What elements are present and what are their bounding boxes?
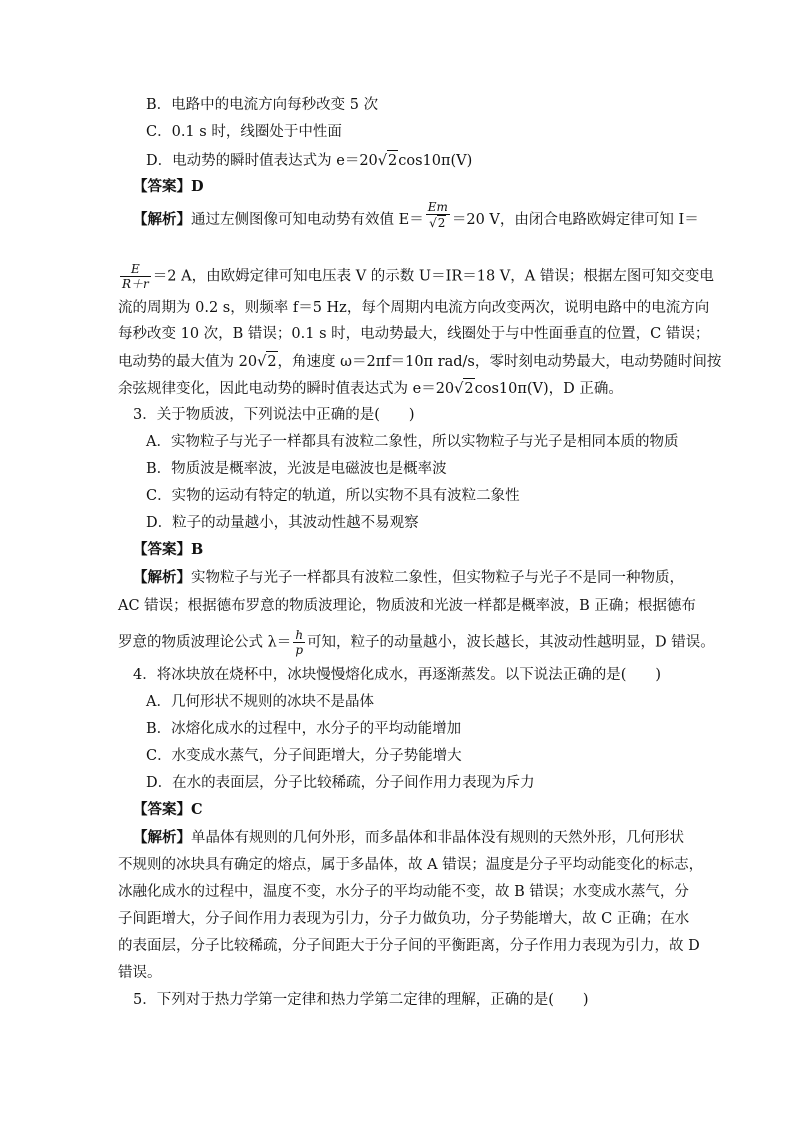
q4-option-d: D．在水的表面层，分子比较稀疏，分子间作用力表现为斥力 bbox=[146, 775, 535, 791]
text: 可知，粒子的动量越小，波长越长，其波动性越明显，D 错误。 bbox=[307, 634, 715, 651]
q5-stem: 5．下列对于热力学第一定律和热力学第二定律的理解，正确的是( ) bbox=[133, 992, 589, 1008]
q4-analysis-line-2: 不规则的冰块具有确定的熔点，属于多晶体，故 A 错误；温度是分子平均动能变化的标志， bbox=[118, 857, 704, 873]
numerator: h bbox=[295, 628, 304, 642]
text: ＝2 A，由欧姆定律可知电压表 V 的示数 U＝IR＝18 V，A 错误；根据左图可知交变电 bbox=[152, 268, 714, 285]
analysis-label: 【解析】 bbox=[133, 829, 191, 846]
q2-analysis-line-4: 每秒改变 10 次，B 错误；0.1 s 时，电动势最大，线圈处于与中性面垂直的位置，C 错误； bbox=[118, 326, 710, 342]
q2-option-d-text: D．电动势的瞬时值表达式为 e＝20 bbox=[146, 153, 378, 169]
q2-analysis-line-6 bbox=[118, 378, 623, 399]
q4-stem: 4．将冰块放在烧杯中，冰块慢慢熔化成水，再逐渐蒸发。以下说法正确的是( ) bbox=[133, 667, 662, 683]
q2-analysis-line-5 bbox=[118, 351, 721, 372]
q2-analysis-line-3: 流的周期为 0.2 s，则频率 f＝5 Hz，每个周期内电流方向改变两次，说明电路中的电流方向 bbox=[118, 300, 710, 316]
q4-analysis-line-3: 冰融化成水的过程中，温度不变，水分子的平均动能不变，故 B 错误；水变成水蒸气，分 bbox=[118, 884, 689, 900]
text: 通过左侧图像可知电动势有效值 E＝ bbox=[191, 212, 424, 228]
q2-option-d-suffix: cos10π(V) bbox=[398, 153, 473, 169]
q3-answer bbox=[133, 540, 203, 560]
q4-option-b: B．冰熔化成水的过程中，水分子的平均动能增加 bbox=[146, 721, 462, 737]
fraction bbox=[293, 628, 305, 657]
q3-stem: 3．关于物质波，下列说法中正确的是( ) bbox=[133, 407, 415, 423]
denominator: R＋r bbox=[122, 277, 149, 291]
radicand: 2 bbox=[387, 150, 398, 171]
radicand: 2 bbox=[266, 351, 277, 372]
q2-analysis-line-2 bbox=[118, 262, 714, 291]
text: ＝20 V，由闭合电路欧姆定律可知 I＝ bbox=[451, 212, 699, 228]
analysis-label: 【解析】 bbox=[133, 211, 191, 228]
q2-option-d bbox=[146, 150, 472, 171]
sqrt-symbol: √2 bbox=[257, 351, 277, 372]
text: 罗意的物质波理论公式 λ＝ bbox=[118, 634, 292, 651]
q4-option-c: C．水变成水蒸气，分子间距增大，分子势能增大 bbox=[146, 748, 462, 764]
q4-option-a: A．几何形状不规则的冰块不是晶体 bbox=[146, 694, 374, 710]
text: 余弦规律变化，因此电动势的瞬时值表达式为 e＝20 bbox=[118, 381, 455, 397]
sqrt-symbol: √2 bbox=[454, 378, 474, 399]
radicand: 2 bbox=[463, 378, 474, 399]
q4-analysis-line-1 bbox=[133, 828, 684, 848]
text: ，角速度 ω＝2πf＝10π rad/s，零时刻电动势最大，电动势随时间按 bbox=[277, 354, 722, 370]
q4-analysis-line-4: 子间距增大，分子间作用力表现为引力，分子力做负功，分子势能增大，故 C 正确；在水 bbox=[118, 911, 690, 927]
sqrt-symbol: √2 bbox=[378, 150, 398, 171]
q3-option-c: C．实物的运动有特定的轨道，所以实物不具有波粒二象性 bbox=[146, 488, 520, 504]
q4-analysis-line-5: 的表面层，分子比较稀疏，分子间距大于分子间的平衡距离，分子作用力表现为引力，故 D bbox=[118, 938, 700, 954]
answer-label: 【答案】C bbox=[133, 801, 203, 818]
q4-analysis-line-6: 错误。 bbox=[118, 965, 162, 981]
numerator: E bbox=[120, 262, 151, 277]
q2-option-b: B．电路中的电流方向每秒改变 5 次 bbox=[146, 97, 379, 113]
text: 实物粒子与光子一样都具有波粒二象性，但实物粒子与光子不是同一种物质， bbox=[191, 570, 684, 586]
q2-analysis-line-1 bbox=[133, 200, 699, 230]
radicand: 2 bbox=[437, 216, 446, 230]
numerator: Em bbox=[427, 200, 448, 214]
q2-option-c: C．0.1 s 时，线圈处于中性面 bbox=[146, 124, 342, 140]
denominator: √2 bbox=[429, 216, 446, 230]
fraction bbox=[120, 262, 151, 291]
answer-label: 【答案】D bbox=[133, 178, 204, 195]
q3-option-a: A．实物粒子与光子一样都具有波粒二象性，所以实物粒子与光子是相同本质的物质 bbox=[146, 434, 679, 450]
q4-answer bbox=[133, 800, 203, 820]
denominator: p bbox=[295, 643, 304, 657]
q3-option-d: D．粒子的动量越小，其波动性越不易观察 bbox=[146, 515, 419, 531]
answer-label: 【答案】B bbox=[133, 541, 204, 558]
q3-option-b: B．物质波是概率波，光波是电磁波也是概率波 bbox=[146, 461, 447, 477]
q3-analysis-line-3 bbox=[118, 628, 715, 657]
fraction bbox=[426, 200, 450, 230]
analysis-label: 【解析】 bbox=[133, 569, 191, 586]
text: cos10π(V)，D 正确。 bbox=[474, 381, 623, 397]
q3-analysis-line-1 bbox=[133, 568, 684, 588]
text: 电动势的最大值为 20 bbox=[118, 354, 258, 370]
q3-analysis-line-2: AC 错误；根据德布罗意的物质波理论，物质波和光波一样都是概率波，B 正确；根据德布 bbox=[118, 598, 696, 614]
text: 单晶体有规则的几何外形，而多晶体和非晶体没有规则的天然外形，几何形状 bbox=[191, 830, 684, 846]
q2-answer bbox=[133, 177, 204, 197]
